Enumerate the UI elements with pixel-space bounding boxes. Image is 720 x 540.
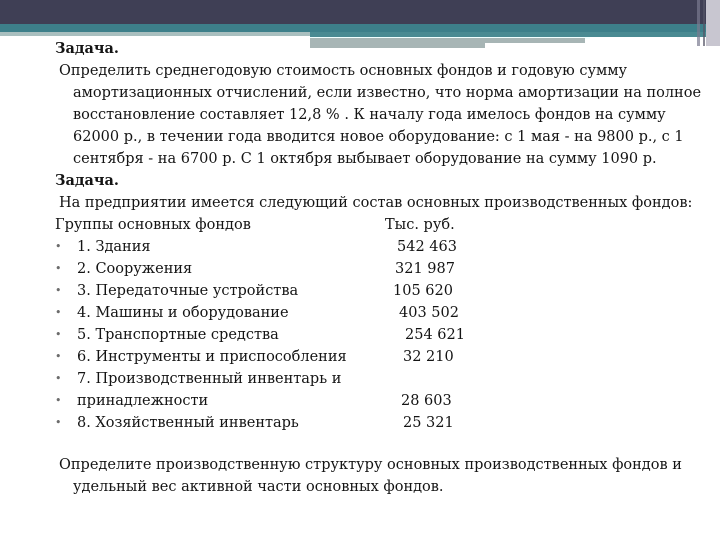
item-label: 5. Транспортные средства (77, 327, 279, 343)
list-item (55, 236, 705, 258)
bullet-icon: • (55, 262, 62, 275)
bullet-icon: • (55, 372, 62, 385)
item-label: 3. Передаточные устройства (77, 283, 299, 299)
list-item (55, 346, 705, 368)
list-item (55, 280, 705, 302)
bullet-icon: • (55, 350, 62, 363)
list-item (55, 302, 705, 324)
task2-intro: На предприятии имеется следующий состав основных производственных фондов: (59, 195, 693, 211)
bullet-icon: • (55, 240, 62, 253)
item-label: 7. Производственный инвентарь и (77, 371, 342, 387)
item-label: 8. Хозяйственный инвентарь (77, 415, 299, 431)
item-value: 32 210 (403, 349, 454, 365)
item-label: 2. Сооружения (77, 261, 193, 277)
group-column-header: Группы основных фондов (55, 217, 251, 233)
header-dark-band (0, 0, 720, 24)
bullet-icon: • (55, 394, 62, 407)
item-value: 542 463 (397, 239, 457, 255)
header-light-line (0, 32, 310, 36)
item-label: принадлежности (77, 393, 209, 409)
item-label: 1. Здания (77, 239, 151, 255)
item-value: 403 502 (399, 305, 459, 321)
right-edge-strip (706, 0, 720, 46)
item-label: 6. Инструменты и приспособления (77, 349, 347, 365)
unit-column-header: Тыс. руб. (385, 217, 455, 233)
bullet-icon: • (55, 284, 62, 297)
item-value: 321 987 (395, 261, 455, 277)
bullet-icon: • (55, 416, 62, 429)
slide-content (55, 38, 705, 498)
item-label: 4. Машины и оборудование (77, 305, 289, 321)
list-item (55, 412, 705, 434)
bullet-icon: • (55, 306, 62, 319)
task1-text: Определить среднегодовую стоимость основных фондов и годовую сумму амортизационных отчислений, если известно, что норма амортизации на полное восстановление составляет 12,8 % . К началу года имелось фондов на сумму 62000 р., в течении года вводится новое оборудование: с 1 мая - на 9800 р., с 1 сентября - на 6700 р. С 1 октября выбывает оборудование на сумму 1090 р. (59, 63, 702, 167)
bullet-icon: • (55, 328, 62, 341)
list-item (55, 258, 705, 280)
task2-question: Определите производственную структуру основных производственных фондов и удельный вес активной части основных фондов. (59, 457, 682, 495)
list-item (55, 368, 705, 390)
task2-heading: Задача. (55, 172, 119, 189)
list-item (55, 390, 705, 412)
task1-heading: Задача. (55, 40, 119, 57)
item-value: 105 620 (393, 283, 453, 299)
table-header (55, 214, 705, 236)
item-value: 28 603 (401, 393, 452, 409)
list-item (55, 324, 705, 346)
item-value: 254 621 (405, 327, 465, 343)
item-value: 25 321 (403, 415, 454, 431)
